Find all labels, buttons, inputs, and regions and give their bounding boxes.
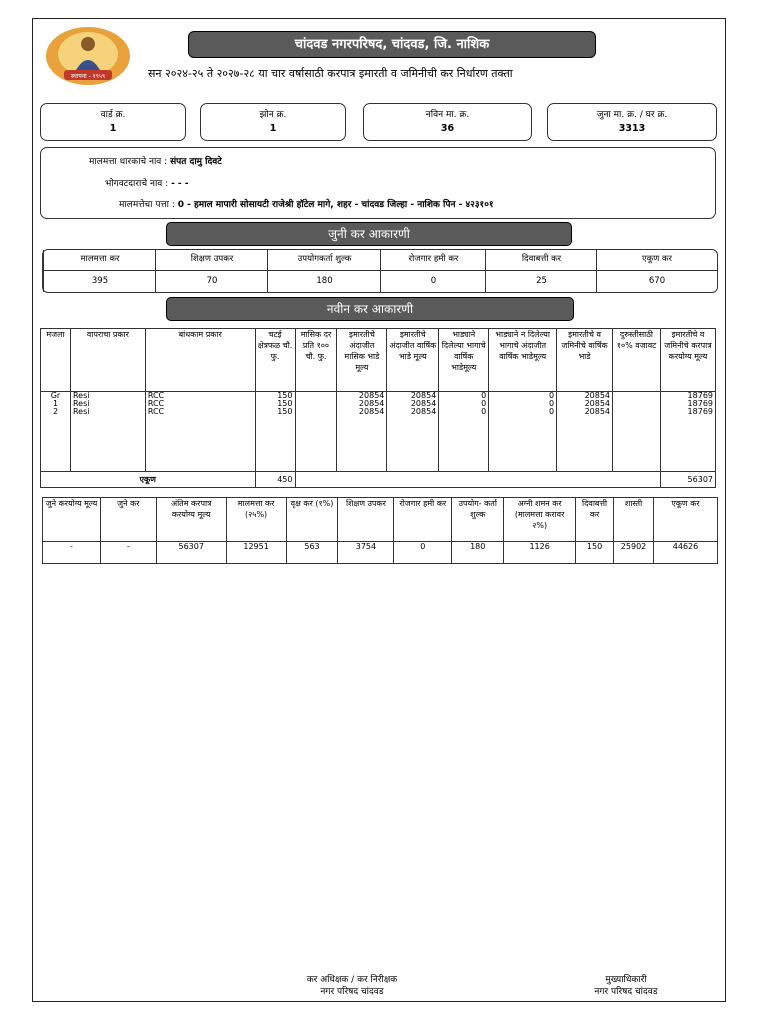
old-tax-col xyxy=(155,250,268,292)
new-property-number-label: नविन मा. क्र. xyxy=(425,110,470,120)
old-tax-col xyxy=(485,250,597,292)
monthly-rate-cell xyxy=(295,392,337,472)
monthly-rent-cell: 20854 20854 20854 xyxy=(337,392,387,472)
summary-header: मालमत्ता कर (२५%) xyxy=(226,498,286,542)
total-row xyxy=(41,472,716,488)
old-property-number-label: जुना मा. क्र. / घर क्र. xyxy=(596,110,668,120)
old-tax-value: 670 xyxy=(648,276,666,286)
summary-value: - xyxy=(100,542,156,564)
address-label: मालमत्तेचा पत्ता : xyxy=(119,200,175,210)
summary-value: 56307 xyxy=(156,542,226,564)
summary-value: 180 xyxy=(452,542,504,564)
summary-header: दिवाबत्ती कर xyxy=(576,498,614,542)
summary-header: वृक्ष कर (१%) xyxy=(286,498,338,542)
ward-label: वार्ड क्र. xyxy=(100,110,126,120)
old-tax-value: 25 xyxy=(536,276,547,286)
tax-inspector-signature xyxy=(262,974,442,998)
summary-header: शिक्षण उपकर xyxy=(338,498,394,542)
summary-header: उपयोग- कर्ता शुल्क xyxy=(452,498,504,542)
summary-header: अग्नी शमन कर (मालमत्ता करावर २%) xyxy=(504,498,576,542)
page-title: चांदवड नगरपरिषद, चांदवड, जि. नाशिक xyxy=(188,31,596,58)
municipal-logo xyxy=(44,26,132,88)
chief-officer-signature xyxy=(556,974,696,998)
logo-text: स्थापना - १९५९ xyxy=(70,73,106,80)
col-header: इमारतीचे अंदाजीत मासिक भाडे मूल्य xyxy=(337,329,387,392)
new-tax-title: नवीन कर आकारणी xyxy=(166,297,574,321)
old-tax-value: 0 xyxy=(430,276,437,286)
old-tax-value: 70 xyxy=(206,276,218,286)
summary-header: जुने करयोग्य मूल्य xyxy=(43,498,101,542)
total-label: एकूण xyxy=(41,472,256,488)
summary-value: 44626 xyxy=(654,542,718,564)
owner-details xyxy=(40,147,716,219)
not-rented-cell: 0 0 0 xyxy=(489,392,557,472)
col-header: मजला xyxy=(41,329,71,392)
col-header: इमारतीचे व जमिनीचे वार्षिक भाडे xyxy=(557,329,613,392)
construction-cell: RCC RCC RCC xyxy=(145,392,255,472)
summary-value: 25902 xyxy=(614,542,654,564)
new-property-number-box xyxy=(363,103,532,141)
land-rent-cell: 20854 20854 20854 xyxy=(557,392,613,472)
old-tax-table xyxy=(42,249,718,293)
summary-header: रोजगार हमी कर xyxy=(394,498,452,542)
old-tax-header: उपयोगकर्ता शुल्क xyxy=(297,254,352,264)
summary-value: 150 xyxy=(576,542,614,564)
address-value: 0 - हमाल मापारी सोसायटी राजेश्री हॉटेल मागे, शहर - चांदवड जिल्हा - नाशिक पिन - ४२३१०१ xyxy=(177,200,494,210)
total-area: 450 xyxy=(255,472,295,488)
page-subtitle: सन २०२४-२५ ते २०२७-२८ या चार वर्षासाठी करपात्र इमारती व जमिनीची कर निर्धारण तक्ता xyxy=(148,67,513,80)
summary-value: 563 xyxy=(286,542,338,564)
old-tax-header: रोजगार हमी कर xyxy=(408,254,459,264)
summary-values-row xyxy=(43,542,718,564)
old-tax-col xyxy=(380,250,486,292)
area-cell: 150 150 150 xyxy=(255,392,295,472)
owner-name: संपत दामु दिवटे xyxy=(170,157,222,167)
summary-value: 12951 xyxy=(226,542,286,564)
old-tax-value: 180 xyxy=(316,276,333,286)
old-tax-header: मालमत्ता कर xyxy=(80,254,120,264)
annual-rent-cell: 20854 20854 20854 xyxy=(387,392,439,472)
zone-value: 1 xyxy=(269,123,277,134)
old-tax-title: जुनी कर आकारणी xyxy=(166,222,572,246)
ward-value: 1 xyxy=(109,123,117,134)
ward-box xyxy=(40,103,186,141)
summary-value: 3754 xyxy=(338,542,394,564)
summary-value: - xyxy=(43,542,101,564)
col-header: भाड्याने न दिलेल्या भागाचे अंदाजीत वार्षिक भाडेमूल्य xyxy=(489,329,557,392)
taxable-value-cell: 18769 18769 18769 xyxy=(660,392,715,472)
old-tax-col xyxy=(43,250,156,292)
repair-deduction-cell xyxy=(613,392,661,472)
col-header: वापराचा प्रकार xyxy=(70,329,145,392)
col-header: भाड्याने दिलेल्या भागाचे वार्षिक भाडेमूल्य xyxy=(439,329,489,392)
old-tax-col xyxy=(596,250,717,292)
old-property-number-value: 3313 xyxy=(618,123,646,134)
col-header: मासिक दर प्रति १०० चौ. फु. xyxy=(295,329,337,392)
table-row xyxy=(41,392,716,472)
rented-cell: 0 0 0 xyxy=(439,392,489,472)
old-tax-header: दिवाबत्ती कर xyxy=(521,254,562,264)
summary-value: 1126 xyxy=(504,542,576,564)
zone-label: झोन क्र. xyxy=(259,110,287,120)
summary-header: अंतिम करपात्र करयोग्य मूल्य xyxy=(156,498,226,542)
occupant-label: भोगवटदाराचे नाव : xyxy=(105,179,169,189)
total-taxable: 56307 xyxy=(660,472,715,488)
occupant-name: - - - xyxy=(171,179,189,189)
chief-officer-title: मुख्याधिकारी xyxy=(605,975,647,985)
owner-label: मालमत्ता धारकाचे नाव : xyxy=(89,157,168,167)
floor-cell: Gr 1 2 xyxy=(41,392,71,472)
col-header: इमारतीचे व जमिनीचे करपात्र करयोग्य मूल्य xyxy=(660,329,715,392)
old-tax-value: 395 xyxy=(91,276,109,286)
tax-inspector-office: नगर परिषद चांदवड xyxy=(320,987,384,997)
usage-cell: Resi Resi Resi xyxy=(70,392,145,472)
summary-header: शास्ती xyxy=(614,498,654,542)
tax-summary-table xyxy=(42,497,718,564)
col-header: इमारतीचे अंदाजीत वार्षिक भाडे मूल्य xyxy=(387,329,439,392)
chief-officer-office: नगर परिषद चांदवड xyxy=(594,987,658,997)
old-tax-header: शिक्षण उपकर xyxy=(190,254,234,264)
zone-box xyxy=(200,103,346,141)
old-property-number-box xyxy=(547,103,717,141)
summary-value: 0 xyxy=(394,542,452,564)
summary-header: जुने कर xyxy=(100,498,156,542)
old-tax-col xyxy=(267,250,381,292)
tax-inspector-title: कर अधिक्षक / कर निरीक्षक xyxy=(306,975,398,985)
col-header: चटई क्षेत्रफळ चौ. फु. xyxy=(255,329,295,392)
new-tax-table xyxy=(40,328,716,488)
old-tax-header: एकूण कर xyxy=(641,254,673,264)
new-property-number-value: 36 xyxy=(440,123,455,134)
col-header: दुरुस्तीसाठी १०% वजावट xyxy=(613,329,661,392)
summary-header: एकूण कर xyxy=(654,498,718,542)
col-header: बांधकाम प्रकार xyxy=(145,329,255,392)
